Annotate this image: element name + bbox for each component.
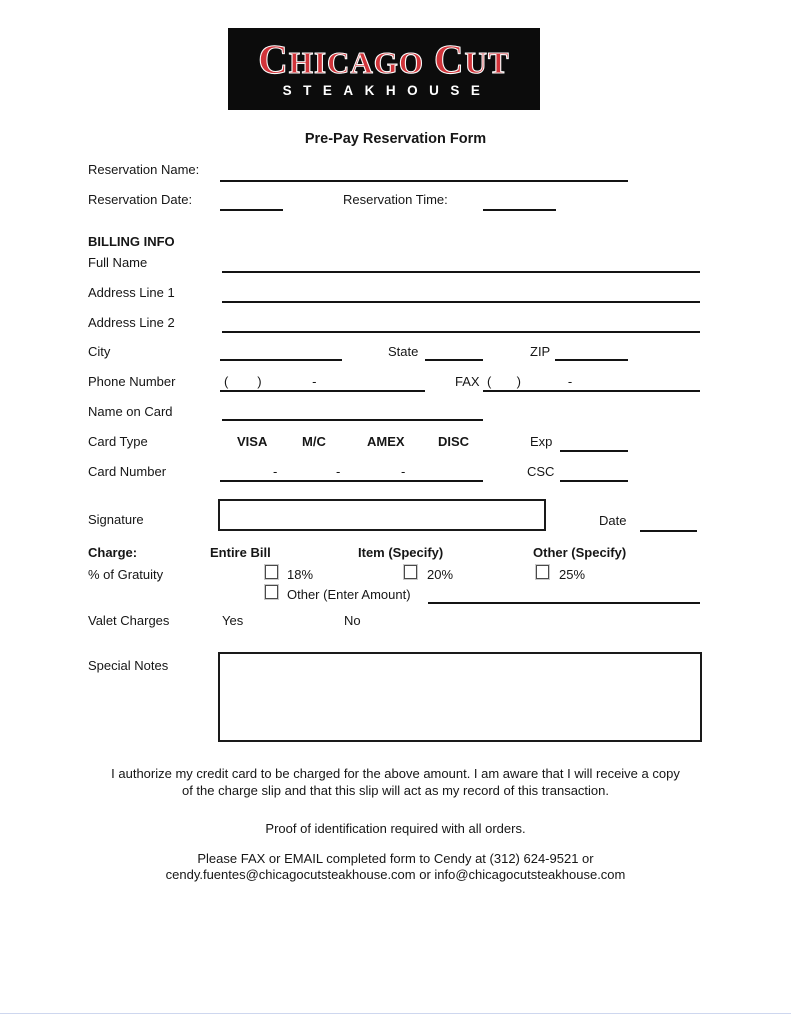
card-number-label: Card Number (88, 464, 167, 479)
reservation-time-label: Reservation Time: (343, 192, 448, 207)
reservation-name-label: Reservation Name: (88, 162, 200, 177)
signature-label: Signature (88, 512, 144, 527)
authorization-text-line1: I authorize my credit card to be charged for the above amount. I am aware that I will receive a copy (111, 766, 680, 781)
gratuity-label: % of Gratuity (88, 567, 164, 582)
logo-wordmark (258, 35, 510, 82)
name-on-card-label: Name on Card (88, 404, 173, 419)
logo-word-chicago: CHICAGO (258, 35, 425, 82)
address-line2-label: Address Line 2 (88, 315, 175, 330)
zip-label: ZIP (530, 344, 551, 359)
gratuity-25-label[interactable]: 25% (559, 567, 586, 582)
contact-instructions-line2: cendy.fuentes@chicagocutsteakhouse.com or info@chicagocutsteakhouse.com (165, 867, 626, 882)
charge-option-other-specify[interactable]: Other (Specify) (533, 545, 627, 560)
card-type-option-mc[interactable]: M/C (302, 434, 326, 449)
card-number-dash-3: - (401, 464, 406, 479)
phone-number-label: Phone Number (88, 374, 176, 389)
reservation-date-label: Reservation Date: (88, 192, 193, 207)
charge-label: Charge: (88, 545, 138, 560)
reservation-date-field[interactable] (220, 209, 283, 211)
gratuity-other-checkbox[interactable] (265, 585, 278, 599)
csc-field[interactable] (560, 480, 628, 482)
card-type-option-visa[interactable]: VISA (237, 434, 268, 449)
gratuity-other-label[interactable]: Other (Enter Amount) (287, 587, 411, 602)
valet-no-option[interactable]: No (344, 613, 361, 628)
signature-box[interactable] (218, 499, 546, 531)
fax-format-marks: ( ) - (487, 374, 573, 389)
special-notes-box[interactable] (218, 652, 702, 742)
gratuity-other-amount-field[interactable] (428, 602, 700, 604)
page-title: Pre-Pay Reservation Form (304, 131, 487, 147)
contact-instructions-line1: Please FAX or EMAIL completed form to Cendy at (312) 624-9521 or (197, 851, 594, 866)
logo-word-cut: CUT (434, 35, 510, 82)
full-name-label: Full Name (88, 255, 148, 270)
card-number-dash-2: - (336, 464, 341, 479)
gratuity-18-label[interactable]: 18% (287, 567, 314, 582)
zip-field[interactable] (555, 359, 628, 361)
gratuity-25-checkbox[interactable] (536, 565, 549, 579)
logo-subtitle: STEAKHOUSE (282, 82, 492, 98)
reservation-time-field[interactable] (483, 209, 556, 211)
state-field[interactable] (425, 359, 483, 361)
full-name-field[interactable] (222, 271, 700, 273)
phone-format-marks: ( ) - (224, 374, 317, 389)
chicago-cut-logo (228, 28, 540, 110)
card-number-field[interactable] (220, 480, 483, 482)
valet-yes-option[interactable]: Yes (222, 613, 244, 628)
state-label: State (388, 344, 419, 359)
signature-date-label: Date (599, 513, 627, 528)
csc-label: CSC (527, 464, 555, 479)
card-type-option-disc[interactable]: DISC (438, 434, 470, 449)
page-bottom-edge-line (0, 1013, 791, 1014)
gratuity-18-checkbox[interactable] (265, 565, 278, 579)
billing-info-heading: BILLING INFO (88, 234, 175, 249)
exp-field[interactable] (560, 450, 628, 452)
address-line2-field[interactable] (222, 331, 700, 333)
charge-option-item-specify[interactable]: Item (Specify) (358, 545, 444, 560)
address-line1-field[interactable] (222, 301, 700, 303)
fax-label: FAX (455, 374, 480, 389)
fax-field[interactable] (483, 390, 700, 392)
valet-charges-label: Valet Charges (88, 613, 170, 628)
gratuity-20-checkbox[interactable] (404, 565, 417, 579)
exp-label: Exp (530, 434, 553, 449)
phone-number-field[interactable] (220, 390, 425, 392)
card-type-label: Card Type (88, 434, 148, 449)
card-type-option-amex[interactable]: AMEX (367, 434, 405, 449)
charge-option-entire-bill[interactable]: Entire Bill (210, 545, 271, 560)
name-on-card-field[interactable] (222, 419, 483, 421)
card-number-dash-1: - (273, 464, 278, 479)
gratuity-20-label[interactable]: 20% (427, 567, 454, 582)
reservation-name-field[interactable] (220, 180, 628, 182)
special-notes-label: Special Notes (88, 658, 169, 673)
proof-of-id-text: Proof of identification required with all orders. (265, 821, 526, 836)
authorization-text-line2: of the charge slip and that this slip will act as my record of this transaction. (181, 783, 610, 798)
city-field[interactable] (220, 359, 342, 361)
city-label: City (88, 344, 111, 359)
signature-date-field[interactable] (640, 530, 697, 532)
address-line1-label: Address Line 1 (88, 285, 175, 300)
